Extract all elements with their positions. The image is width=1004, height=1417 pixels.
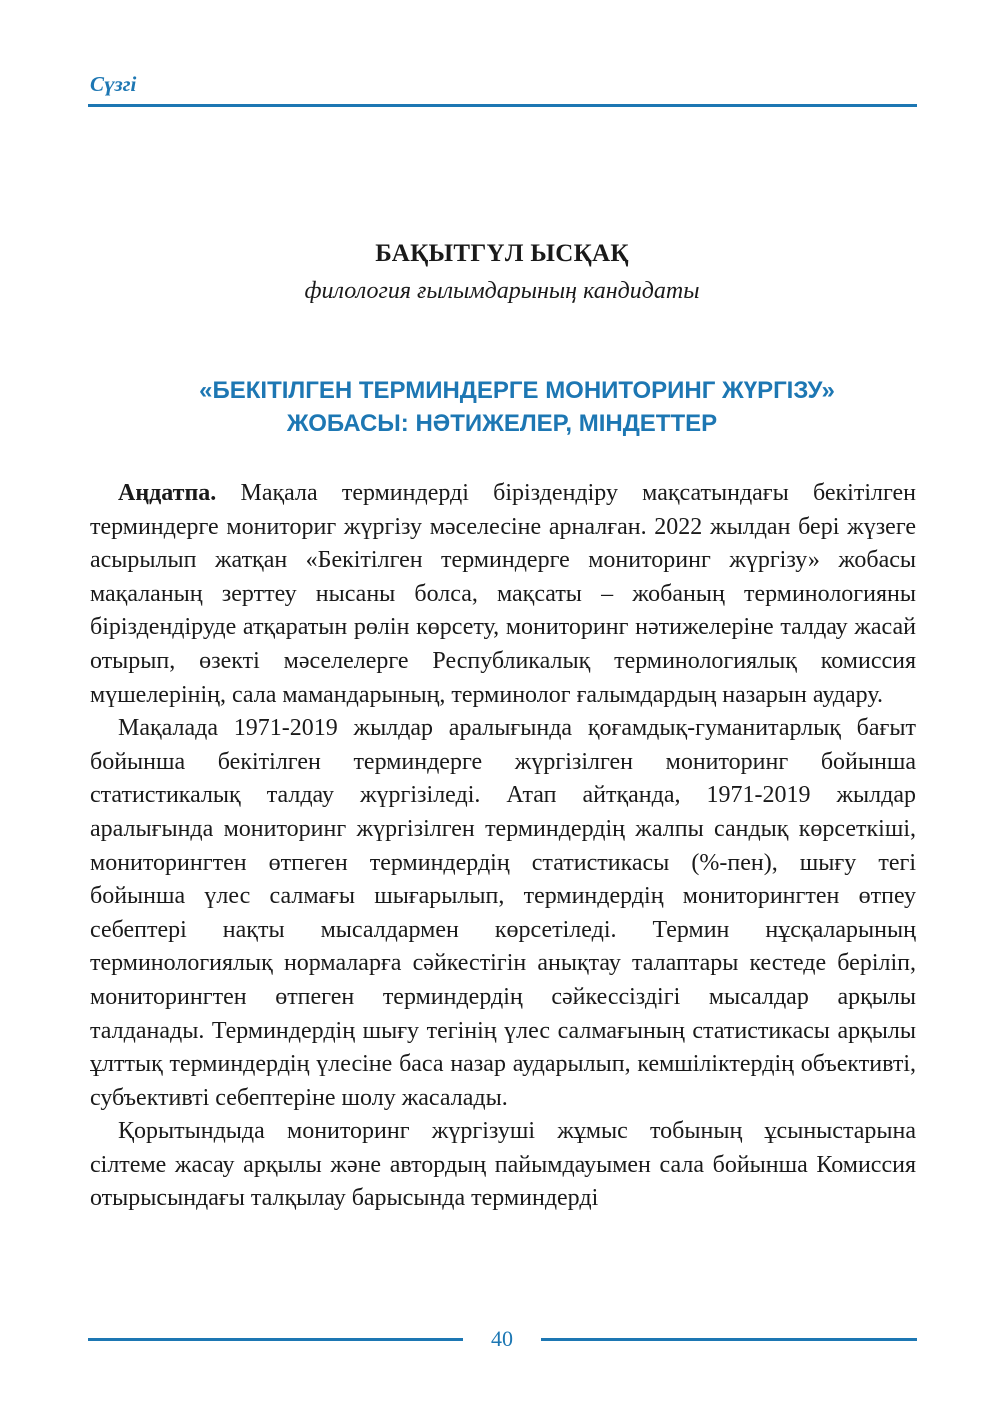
- abstract-paragraph-2: Мақалада 1971-2019 жылдар аралығында қоғамдық-гуманитарлық бағыт бойынша бекітілген терминдерге жүргізілген мониторинг бойынша статистикалық талдау жүргізіледі. Атап айтқанда, 1971-2019 жылдар аралығында мониторинг жүргізілген терминдердің жалпы сандық көрсеткіші, мониторингтен өтпеген терминдердің статистикасы (%-пен), шығу тегі бойынша үлес салмағы шығарылып, терминдердің мониторингтен өтпеу себептері нақты мысалдармен көрсетіледі. Термин нұсқаларының терминологиялық нормаларға сәйкестігін анықтау талаптары кестеде беріліп, мониторингтен өтпеген терминдердің сәйкессіздігі мысалдар арқылы талданады. Терминдердің шығу тегінің үлес салмағының статистикасы арқылы ұлттық терминдердің үлесіне баса назар аударылып, кемшіліктердің объективті, субъективті себептеріне шолу жасалады.: [90, 715, 916, 1111]
- author-degree: филология ғылымдарының кандидаты: [304, 278, 700, 304]
- article-title: [0, 374, 1004, 440]
- abstract-paragraph-1-text: Мақала терминдерді біріздендіру мақсатындағы бекітілген терминдерге мониториг жүргізу мәселесіне арналған. 2022 жылдан бері жүзеге асырылып жатқан «Бекітілген терминдерге мониторинг жүргізу» жобасы мақаланың зерттеу нысаны болса, мақсаты – жобаның терминологияны біріздендіруде атқаратын рөлін көрсету, мониторинг нәтижелеріне талдау жасай отырып, өзекті мәселелерге Республикалық терминологиялық комиссия мүшелерінің, сала мамандарының, терминолог ғалымдардың назарын аудару.: [90, 480, 917, 708]
- article-title-line-2: ЖОБАСЫ: НӘТИЖЕЛЕР, МІНДЕТТЕР: [286, 410, 718, 437]
- footer-divider-right: [541, 1338, 917, 1341]
- abstract-paragraph-3: Қорытындыда мониторинг жүргізуші жұмыс тобының ұсыныстарына сілтеме жасау арқылы және автордың пайымдауымен сала бойынша Комиссия отырысындағы талқылау барысында терминдерді: [90, 1118, 916, 1212]
- page-number: 40: [491, 1326, 513, 1351]
- header-divider: [88, 104, 917, 107]
- journal-title: Сүзгі: [90, 72, 137, 96]
- author-name: БАҚЫТГҮЛ ЫСҚАҚ: [375, 240, 629, 267]
- abstract-label: Аңдатпа.: [118, 480, 217, 506]
- article-body: [90, 477, 916, 1216]
- abstract-paragraph-1: [90, 477, 916, 712]
- footer-divider-left: [88, 1338, 463, 1341]
- article-title-line-1: «БЕКІТІЛГЕН ТЕРМИНДЕРГЕ МОНИТОРИНГ ЖҮРГІЗУ»: [199, 377, 835, 404]
